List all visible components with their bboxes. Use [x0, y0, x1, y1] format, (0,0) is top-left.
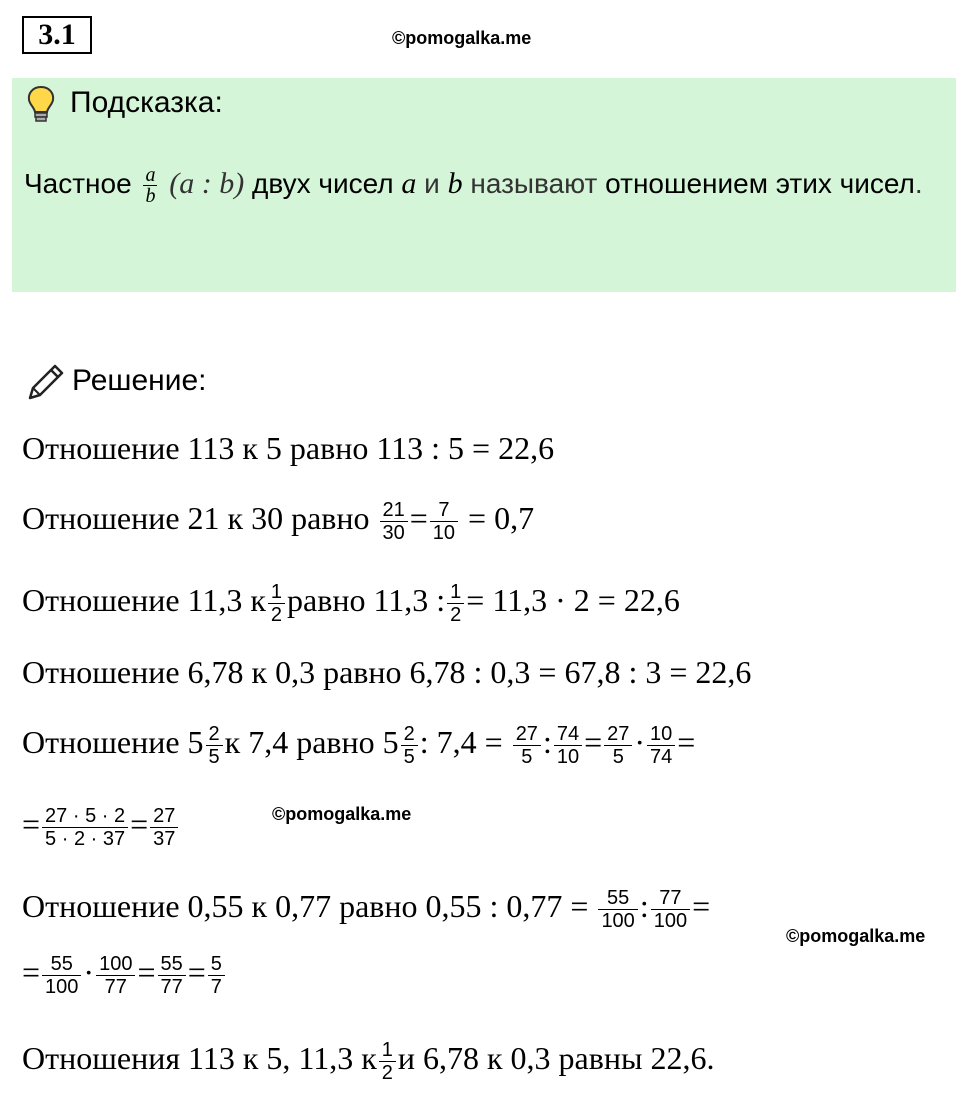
fraction-denominator: 100	[653, 910, 688, 933]
fraction-numerator: 5	[208, 953, 225, 976]
fraction	[447, 581, 464, 626]
fraction	[158, 953, 186, 998]
fraction-numerator: 55	[158, 953, 186, 976]
fraction	[401, 723, 418, 768]
fraction	[430, 499, 458, 544]
watermark: ©pomogalka.me	[392, 28, 532, 48]
equals: =	[22, 954, 41, 990]
fraction-numerator: 27	[513, 723, 541, 746]
fraction-numerator: 74	[554, 723, 582, 746]
equals: =	[130, 806, 149, 842]
fraction-numerator: 10	[647, 723, 675, 746]
solution-line-5	[22, 722, 695, 768]
fraction-numerator: 1	[268, 581, 285, 604]
equals: =	[409, 500, 428, 536]
fraction-denominator: 2	[270, 604, 282, 627]
hint-var-b: b	[447, 167, 463, 200]
solution-line-9	[22, 1038, 714, 1084]
colon: :	[639, 888, 649, 924]
fraction	[268, 581, 285, 626]
fraction	[598, 887, 637, 932]
fraction	[380, 499, 408, 544]
solution-line-3	[22, 580, 680, 626]
multiply-dot: ·	[634, 724, 646, 760]
fraction-denominator: 2	[381, 1062, 393, 1085]
hint-part1: Частное	[24, 168, 132, 199]
hint-part4: отношением этих	[605, 168, 832, 199]
fraction	[647, 723, 675, 768]
colon: :	[542, 724, 552, 760]
equals: =	[584, 724, 603, 760]
fraction-numerator: 1	[447, 581, 464, 604]
fraction-numerator: 27	[150, 805, 178, 828]
fraction-denominator: 37	[153, 828, 176, 851]
watermark: ©pomogalka.me	[786, 926, 926, 946]
fraction-numerator: 7	[430, 499, 458, 522]
line5-text: Отношение 5	[22, 724, 204, 760]
line3-result: = 11,3 · 2 = 22,6	[466, 582, 680, 618]
fraction-numerator: 100	[96, 953, 135, 976]
fraction-denominator: 10	[556, 746, 580, 769]
fraction-denominator: 5 · 2 · 37	[45, 828, 126, 851]
line5-div: : 7,4 =	[419, 724, 503, 760]
line2-text: Отношение 21 к 30 равно	[22, 500, 370, 536]
fraction	[42, 953, 81, 998]
fraction	[379, 1039, 396, 1084]
fraction-numerator: 27 · 5 · 2	[42, 805, 128, 828]
fraction-denominator: 7	[210, 976, 222, 999]
fraction-denominator: 2	[450, 604, 462, 627]
solution-line-4: Отношение 6,78 к 0,3 равно 6,78 : 0,3 = 67,8 : 3 = 22,6	[22, 654, 752, 690]
fraction-numerator: 2	[206, 723, 223, 746]
hint-frac-num: a	[145, 164, 156, 187]
fraction	[208, 953, 225, 998]
fraction	[651, 887, 690, 932]
fraction	[604, 723, 632, 768]
fraction	[513, 723, 541, 768]
fraction-denominator: 10	[432, 522, 456, 545]
watermark: ©pomogalka.me	[272, 804, 412, 824]
fraction-denominator: 100	[45, 976, 79, 999]
lightbulb-icon	[24, 84, 58, 124]
fraction-numerator: 77	[651, 887, 690, 910]
solution-line-7	[22, 886, 710, 932]
hint-text	[24, 156, 954, 212]
line3-text: Отношение 11,3 к	[22, 582, 266, 618]
hint-part2: двух чисел	[252, 168, 394, 199]
line9-end: и 6,78 к 0,3 равны 22,6.	[397, 1040, 715, 1076]
equals: =	[137, 954, 156, 990]
hint-and: и	[424, 168, 440, 199]
hint-part3: называют	[470, 168, 598, 199]
pencil-icon	[24, 360, 68, 404]
hint-paren: (a : b)	[169, 167, 245, 200]
solution-line-1: Отношение 113 к 5 равно 113 : 5 = 22,6	[22, 430, 555, 466]
hint-dot: .	[914, 168, 923, 199]
fraction-denominator: 30	[382, 522, 405, 545]
line5-mid: к 7,4 равно 5	[224, 724, 399, 760]
fraction-denominator: 5	[521, 746, 533, 769]
solution-title: Решение:	[72, 364, 207, 397]
fraction	[150, 805, 178, 850]
equals: =	[187, 954, 206, 990]
fraction	[42, 805, 128, 850]
fraction-denominator: 5	[403, 746, 415, 769]
fraction-numerator: 21	[380, 499, 408, 522]
fraction	[554, 723, 582, 768]
hint-title: Подсказка:	[70, 86, 223, 119]
hint-var-a: a	[401, 167, 417, 200]
fraction-denominator: 5	[208, 746, 220, 769]
fraction-numerator: 27	[604, 723, 632, 746]
line7-text: Отношение 0,55 к 0,77 равно 0,55 : 0,77 =	[22, 888, 589, 924]
problem-number: 3.1	[22, 16, 92, 54]
solution-line-6	[22, 804, 180, 850]
hint-part5: чисел	[839, 168, 915, 199]
fraction-numerator: 55	[598, 887, 637, 910]
fraction-denominator: 5	[612, 746, 624, 769]
fraction-denominator: 77	[104, 976, 127, 999]
fraction-numerator: 55	[42, 953, 81, 976]
fraction-numerator: 2	[401, 723, 418, 746]
equals: =	[692, 888, 711, 924]
fraction-denominator: 100	[601, 910, 635, 933]
fraction	[206, 723, 223, 768]
equals: =	[22, 806, 41, 842]
line9-text: Отношения 113 к 5, 11,3 к	[22, 1040, 377, 1076]
solution-line-2	[22, 498, 534, 544]
fraction	[96, 953, 135, 998]
fraction-denominator: 77	[160, 976, 183, 999]
fraction-denominator: 74	[650, 746, 673, 769]
line3-mid: равно 11,3 :	[287, 582, 446, 618]
solution-line-8	[22, 952, 227, 998]
multiply-dot: ·	[83, 954, 95, 990]
hint-frac-den: b	[145, 185, 156, 208]
fraction-numerator: 1	[379, 1039, 396, 1062]
equals: =	[677, 724, 696, 760]
hint-fraction	[143, 165, 157, 206]
line2-result: = 0,7	[468, 500, 535, 536]
